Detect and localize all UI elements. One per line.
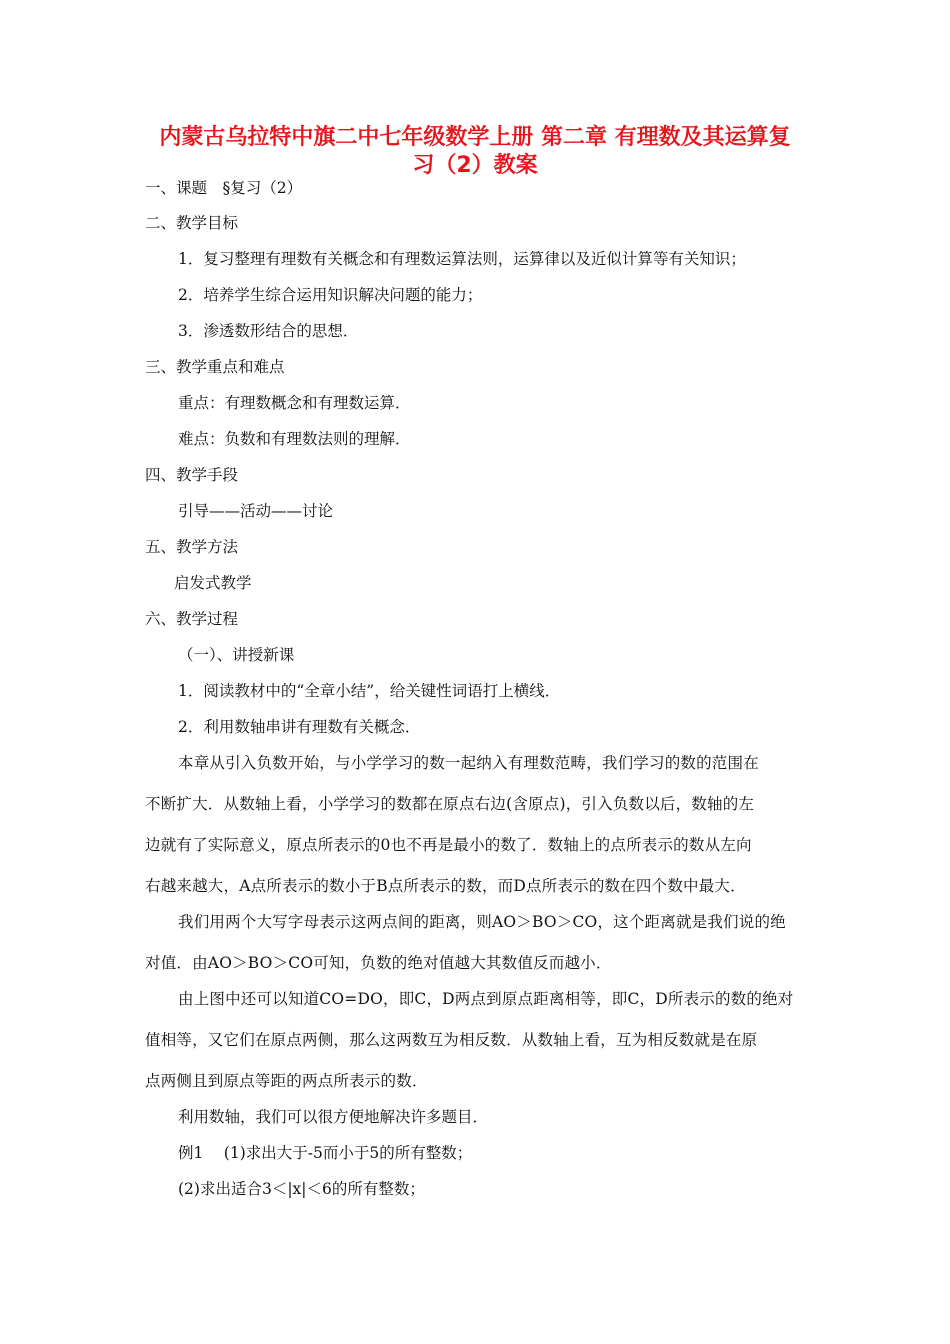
- paragraph-line: 不断扩大．从数轴上看，小学学习的数都在原点右边(含原点)，引入负数以后，数轴的左: [145, 795, 755, 813]
- paragraph-line: 对值．由AO＞BO＞CO可知，负数的绝对值越大其数值反而越小．: [145, 954, 612, 972]
- example-question: (2)求出适合3＜|x|＜6的所有整数；: [178, 1180, 425, 1198]
- section-heading-means: 四、教学手段: [145, 466, 239, 484]
- section-heading-topic: 一、课题 §复习（2）: [145, 179, 303, 197]
- objective-item: 1．复习整理有理数有关概念和有理数运算法则，运算律以及近似计算等有关知识；: [178, 250, 746, 268]
- process-item: 2．利用数轴串讲有理数有关概念．: [178, 718, 421, 736]
- objective-item: 3．渗透数形结合的思想．: [178, 322, 359, 340]
- subsection-heading: （一）、讲授新课: [178, 646, 295, 664]
- section-heading-key-points: 三、教学重点和难点: [145, 358, 285, 376]
- section-heading-process: 六、教学过程: [145, 610, 239, 628]
- paragraph-line: 值相等，又它们在原点两侧，那么这两数互为相反数．从数轴上看，互为相反数就是在原: [145, 1031, 758, 1049]
- section-heading-method: 五、教学方法: [145, 538, 239, 556]
- objective-item: 2．培养学生综合运用知识解决问题的能力；: [178, 286, 483, 304]
- paragraph-line: 利用数轴，我们可以很方便地解决许多题目．: [178, 1108, 489, 1126]
- document-title-line-1: 内蒙古乌拉特中旗二中七年级数学上册 第二章 有理数及其运算复: [159, 125, 791, 150]
- teaching-method-text: 启发式教学: [174, 574, 252, 592]
- paragraph-line: 我们用两个大写字母表示这两点间的距离，则AO＞BO＞CO，这个距离就是我们说的绝: [178, 913, 786, 931]
- paragraph-line: 点两侧且到原点等距的两点所表示的数．: [145, 1072, 428, 1090]
- process-item: 1．阅读教材中的“全章小结”，给关键性词语打上横线．: [178, 682, 561, 700]
- paragraph-line: 右越来越大，A点所表示的数小于B点所表示的数，而D点所表示的数在四个数中最大．: [145, 877, 746, 895]
- paragraph-line: 本章从引入负数开始，与小学学习的数一起纳入有理数范畴，我们学习的数的范围在: [178, 754, 759, 772]
- paragraph-line: 由上图中还可以知道CO=DO，即C，D两点到原点距离相等，即C，D所表示的数的绝对: [178, 990, 794, 1008]
- example-question: 例1 (1)求出大于-5而小于5的所有整数；: [178, 1144, 473, 1162]
- teaching-means-text: 引导——活动——讨论: [178, 502, 334, 520]
- difficult-point-text: 难点：负数和有理数法则的理解．: [178, 430, 411, 448]
- document-title-line-2: 习（2）教案: [412, 153, 538, 178]
- key-point-text: 重点：有理数概念和有理数运算．: [178, 394, 411, 412]
- section-heading-objectives: 二、教学目标: [145, 214, 239, 232]
- paragraph-line: 边就有了实际意义，原点所表示的0也不再是最小的数了．数轴上的点所表示的数从左向: [145, 836, 752, 854]
